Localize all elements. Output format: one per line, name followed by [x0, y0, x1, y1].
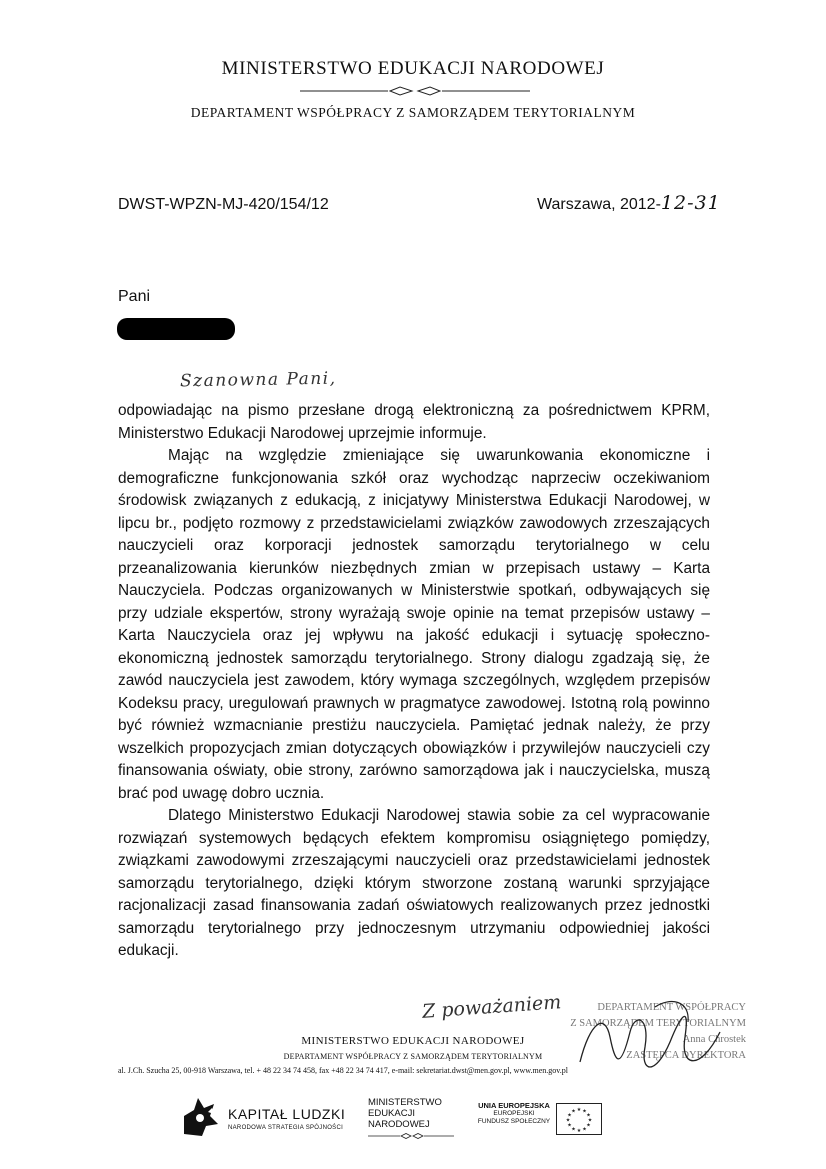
eu-logo-title: UNIA EUROPEJSKA — [478, 1101, 550, 1110]
men-logo-line: NARODOWEJ — [368, 1119, 430, 1130]
men-logo — [368, 1097, 468, 1140]
redacted-name — [117, 318, 235, 340]
kapital-ludzki-logo — [180, 1094, 350, 1140]
paragraph: Dlatego Ministerstwo Edukacji Narodowej stawia sobie za cel wypracowanie rozwiązań systemowych będących efektem kompromisu osiągniętego pomiędzy, związkami zawodowymi zrzeszającymi nauczycieli oraz przedstawicielami jednostek samorządu terytorialnego, dzięki którym stworzone zostaną warunki sprzyjające racjonalizacji zasad finansowania zadań oświatowych realizowanych przez jednostki samorządu terytorialnego przy jednoczesnym utrzymaniu odpowiedniej jakości edukacji. — [118, 807, 710, 959]
eu-logo-text — [474, 1102, 554, 1126]
letter-date — [537, 192, 721, 214]
eu-logo-line: EUROPEJSKI — [493, 1110, 535, 1117]
men-ornament — [368, 1132, 454, 1140]
letterhead-ornament — [300, 84, 530, 98]
salutation-handwritten: Szanowna Pani, — [179, 368, 337, 392]
addressee: Pani — [118, 288, 151, 305]
letterhead-ministry: MINISTERSTWO EDUKACJI NARODOWEJ — [221, 58, 605, 79]
svg-text:★: ★ — [586, 1112, 591, 1119]
svg-text:★: ★ — [582, 1126, 587, 1133]
letterhead-department: DEPARTAMENT WSPÓŁPRACY Z SAMORZĄDEM TERYTORIALNYM — [190, 105, 636, 120]
kapital-ludzki-subtitle: NARODOWA STRATEGIA SPÓJNOŚCI — [228, 1125, 344, 1131]
kapital-ludzki-mark-icon — [180, 1094, 222, 1138]
svg-text:★: ★ — [586, 1122, 591, 1129]
svg-text:★: ★ — [571, 1126, 576, 1133]
men-logo-line: MINISTERSTWO — [368, 1097, 442, 1108]
footer-ministry: MINISTERSTWO EDUKACJI NARODOWEJ — [301, 1035, 525, 1047]
footer-department: DEPARTAMENT WSPÓŁPRACY Z SAMORZĄDEM TERYTORIALNYM — [283, 1052, 543, 1061]
svg-text:★: ★ — [582, 1108, 587, 1115]
stamp-line: ZASTĘPCA DYREKTORA — [626, 1050, 746, 1061]
stamp-line: Z SAMORZĄDEM TERYTORIALNYM — [570, 1018, 746, 1029]
eu-logo-line: FUNDUSZ SPOŁECZNY — [477, 1118, 551, 1125]
paragraph: Mając na względzie zmieniające się uwarunkowania ekonomiczne i demograficzne funkcjonowania szkół oraz wychodząc naprzeciw oczekiwaniom środowisk związanych z edukacją, z inicjatywy Ministerstwa Edukacji Narodowej, w lipcu br., podjęto rozmowy z przedstawicielami związków zawodowych zrzeszających nauczycieli oraz korporacji jednostek samorządu terytorialnego w celu przeanalizowania kierunków niezbędnych zmian w przepisach ustawy – Karta Nauczyciela. Podczas organizowanych w Ministerstwie spotkań, odbywających się przy udziale ekspertów, strony wyrażają swoje opinie na temat przepisów ustawy – Karta Nauczyciela oraz jej wpływu na jakość edukacji i sytuację społeczno-ekonomiczną jednostek samorządu terytorialnego. Strony dialogu zgadzają się, że zawód nauczyciela jest zawodem, który wymaga szczególnych, względem przepisów Kodeksu pracy, uregulowań prawnych w pragmatyce zawodowej. Istotną rolą powinno być również wzmacnianie prestiżu nauczyciela. Pamiętać jednak należy, że przy wszelkich propozycjach zmian dotyczących obowiązków i przywilejów nauczycieli czy finansowania oświaty, obie strony, zarówno samorządowa jak i nauczycielska, muszą brać pod uwagę dobro ucznia. — [118, 447, 710, 802]
date-handwritten: 12-31 — [660, 192, 721, 214]
svg-text:★: ★ — [587, 1117, 593, 1124]
date-printed: Warszawa, 2012- — [537, 196, 661, 213]
footer-address: al. J.Ch. Szucha 25, 00-918 Warszawa, tel. + 48 22 34 74 458, fax +48 22 34 74 417, e-mail: sekretariat.dwst@men.gov.pl, www.men.gov.pl — [118, 1066, 568, 1075]
svg-text:★: ★ — [576, 1107, 582, 1113]
reference-number: DWST-WPZN-MJ-420/154/12 — [118, 196, 329, 213]
closing-handwritten: Z poważaniem — [421, 991, 562, 1023]
kapital-ludzki-name: KAPITAŁ LUDZKI — [228, 1106, 346, 1122]
paragraph: odpowiadając na pismo przesłane drogą elektroniczną za pośrednictwem KPRM, Ministerstwo Edukacji Narodowej uprzejmie informuje. — [118, 402, 710, 442]
letter-body — [118, 400, 710, 963]
svg-text:★: ★ — [567, 1122, 572, 1129]
eu-flag-icon — [556, 1103, 602, 1135]
svg-text:★: ★ — [571, 1108, 576, 1115]
stamp-line: DEPARTAMENT WSPÓŁPRACY — [597, 1002, 746, 1013]
svg-text:★: ★ — [565, 1117, 571, 1124]
stamp-line: Anna Chrostek — [682, 1034, 746, 1045]
svg-text:★: ★ — [576, 1128, 582, 1134]
svg-text:★: ★ — [567, 1112, 572, 1119]
men-logo-line: EDUKACJI — [368, 1108, 415, 1119]
